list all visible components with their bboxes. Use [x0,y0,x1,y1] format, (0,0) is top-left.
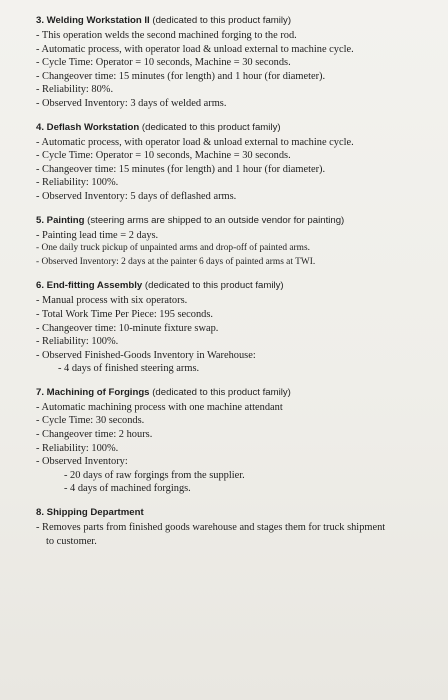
section-line: - Total Work Time Per Piece: 195 seconds. [36,308,213,320]
section-line: - This operation welds the second machined forging to the rod. [36,30,297,41]
section-heading: 7. Machining of Forgings (dedicated to this product family) [36,386,291,398]
section-lines [36,229,430,270]
section-heading: 8. Shipping Department [36,507,144,519]
section-line: - Changeover time: 15 minutes (for length) and 1 hour (for diameter). [36,163,326,175]
section-line: - Painting lead time = 2 days. [36,229,159,241]
section-welding-workstation [36,14,430,111]
section-line: - Manual process with six operators. [36,295,188,307]
section-shipping-department [36,506,430,548]
section-line: - Cycle Time: Operator = 10 seconds, Machine = 30 seconds. [36,150,291,162]
section-line: - Reliability: 100%. [36,336,119,348]
section-heading: 3. Welding Workstation II (dedicated to this product family) [36,15,292,26]
section-line: - Cycle Time: 30 seconds. [36,415,145,427]
section-line: - Changeover time: 2 hours. [36,429,153,441]
section-line: - 4 days of finished steering arms. [58,363,200,375]
section-line: - Automatic process, with operator load & unload external to machine cycle. [36,136,354,148]
section-line: - Changeover time: 15 minutes (for length) and 1 hour (for diameter). [36,70,326,82]
section-line: - One daily truck pickup of unpainted arms and drop-off of painted arms. [36,243,310,254]
section-line: - Removes parts from finished goods warehouse and stages them for truck shipment to customer. [36,522,386,547]
section-line: - 20 days of raw forgings from the supplier. [64,469,245,481]
section-line: - Observed Finished-Goods Inventory in Warehouse: [36,349,256,361]
section-lines [36,521,430,548]
section-heading: 6. End-fitting Assembly (dedicated to this product family) [36,280,284,292]
section-lines [36,136,430,204]
section-end-fitting-assembly [36,279,430,376]
section-deflash-workstation [36,121,430,204]
section-lines [36,401,430,496]
section-lines [36,294,430,376]
section-line: - Reliability: 80%. [36,84,114,96]
section-line: - Reliability: 100%. [36,177,119,189]
section-lines [36,29,430,111]
section-line: - Observed Inventory: 5 days of deflashed arms. [36,190,237,202]
section-heading: 4. Deflash Workstation (dedicated to this product family) [36,121,281,133]
section-line: - Observed Inventory: [36,456,128,468]
section-line: - Automatic process, with operator load & unload external to machine cycle. [36,43,354,55]
section-heading: 5. Painting (steering arms are shipped to an outside vendor for painting) [36,214,345,226]
section-machining-of-forgings [36,386,430,496]
section-line: - Changeover time: 10-minute fixture swap. [36,322,219,334]
section-line: - Observed Inventory: 3 days of welded arms. [36,97,227,109]
section-line: - Automatic machining process with one machine attendant [36,401,283,413]
section-line: - 4 days of machined forgings. [64,483,191,495]
section-line: - Observed Inventory: 2 days at the painter 6 days of painted arms at TWI. [36,256,316,267]
section-line: - Reliability: 100%. [36,442,119,454]
section-painting [36,214,430,270]
section-line: - Cycle Time: Operator = 10 seconds, Machine = 30 seconds. [36,57,291,69]
